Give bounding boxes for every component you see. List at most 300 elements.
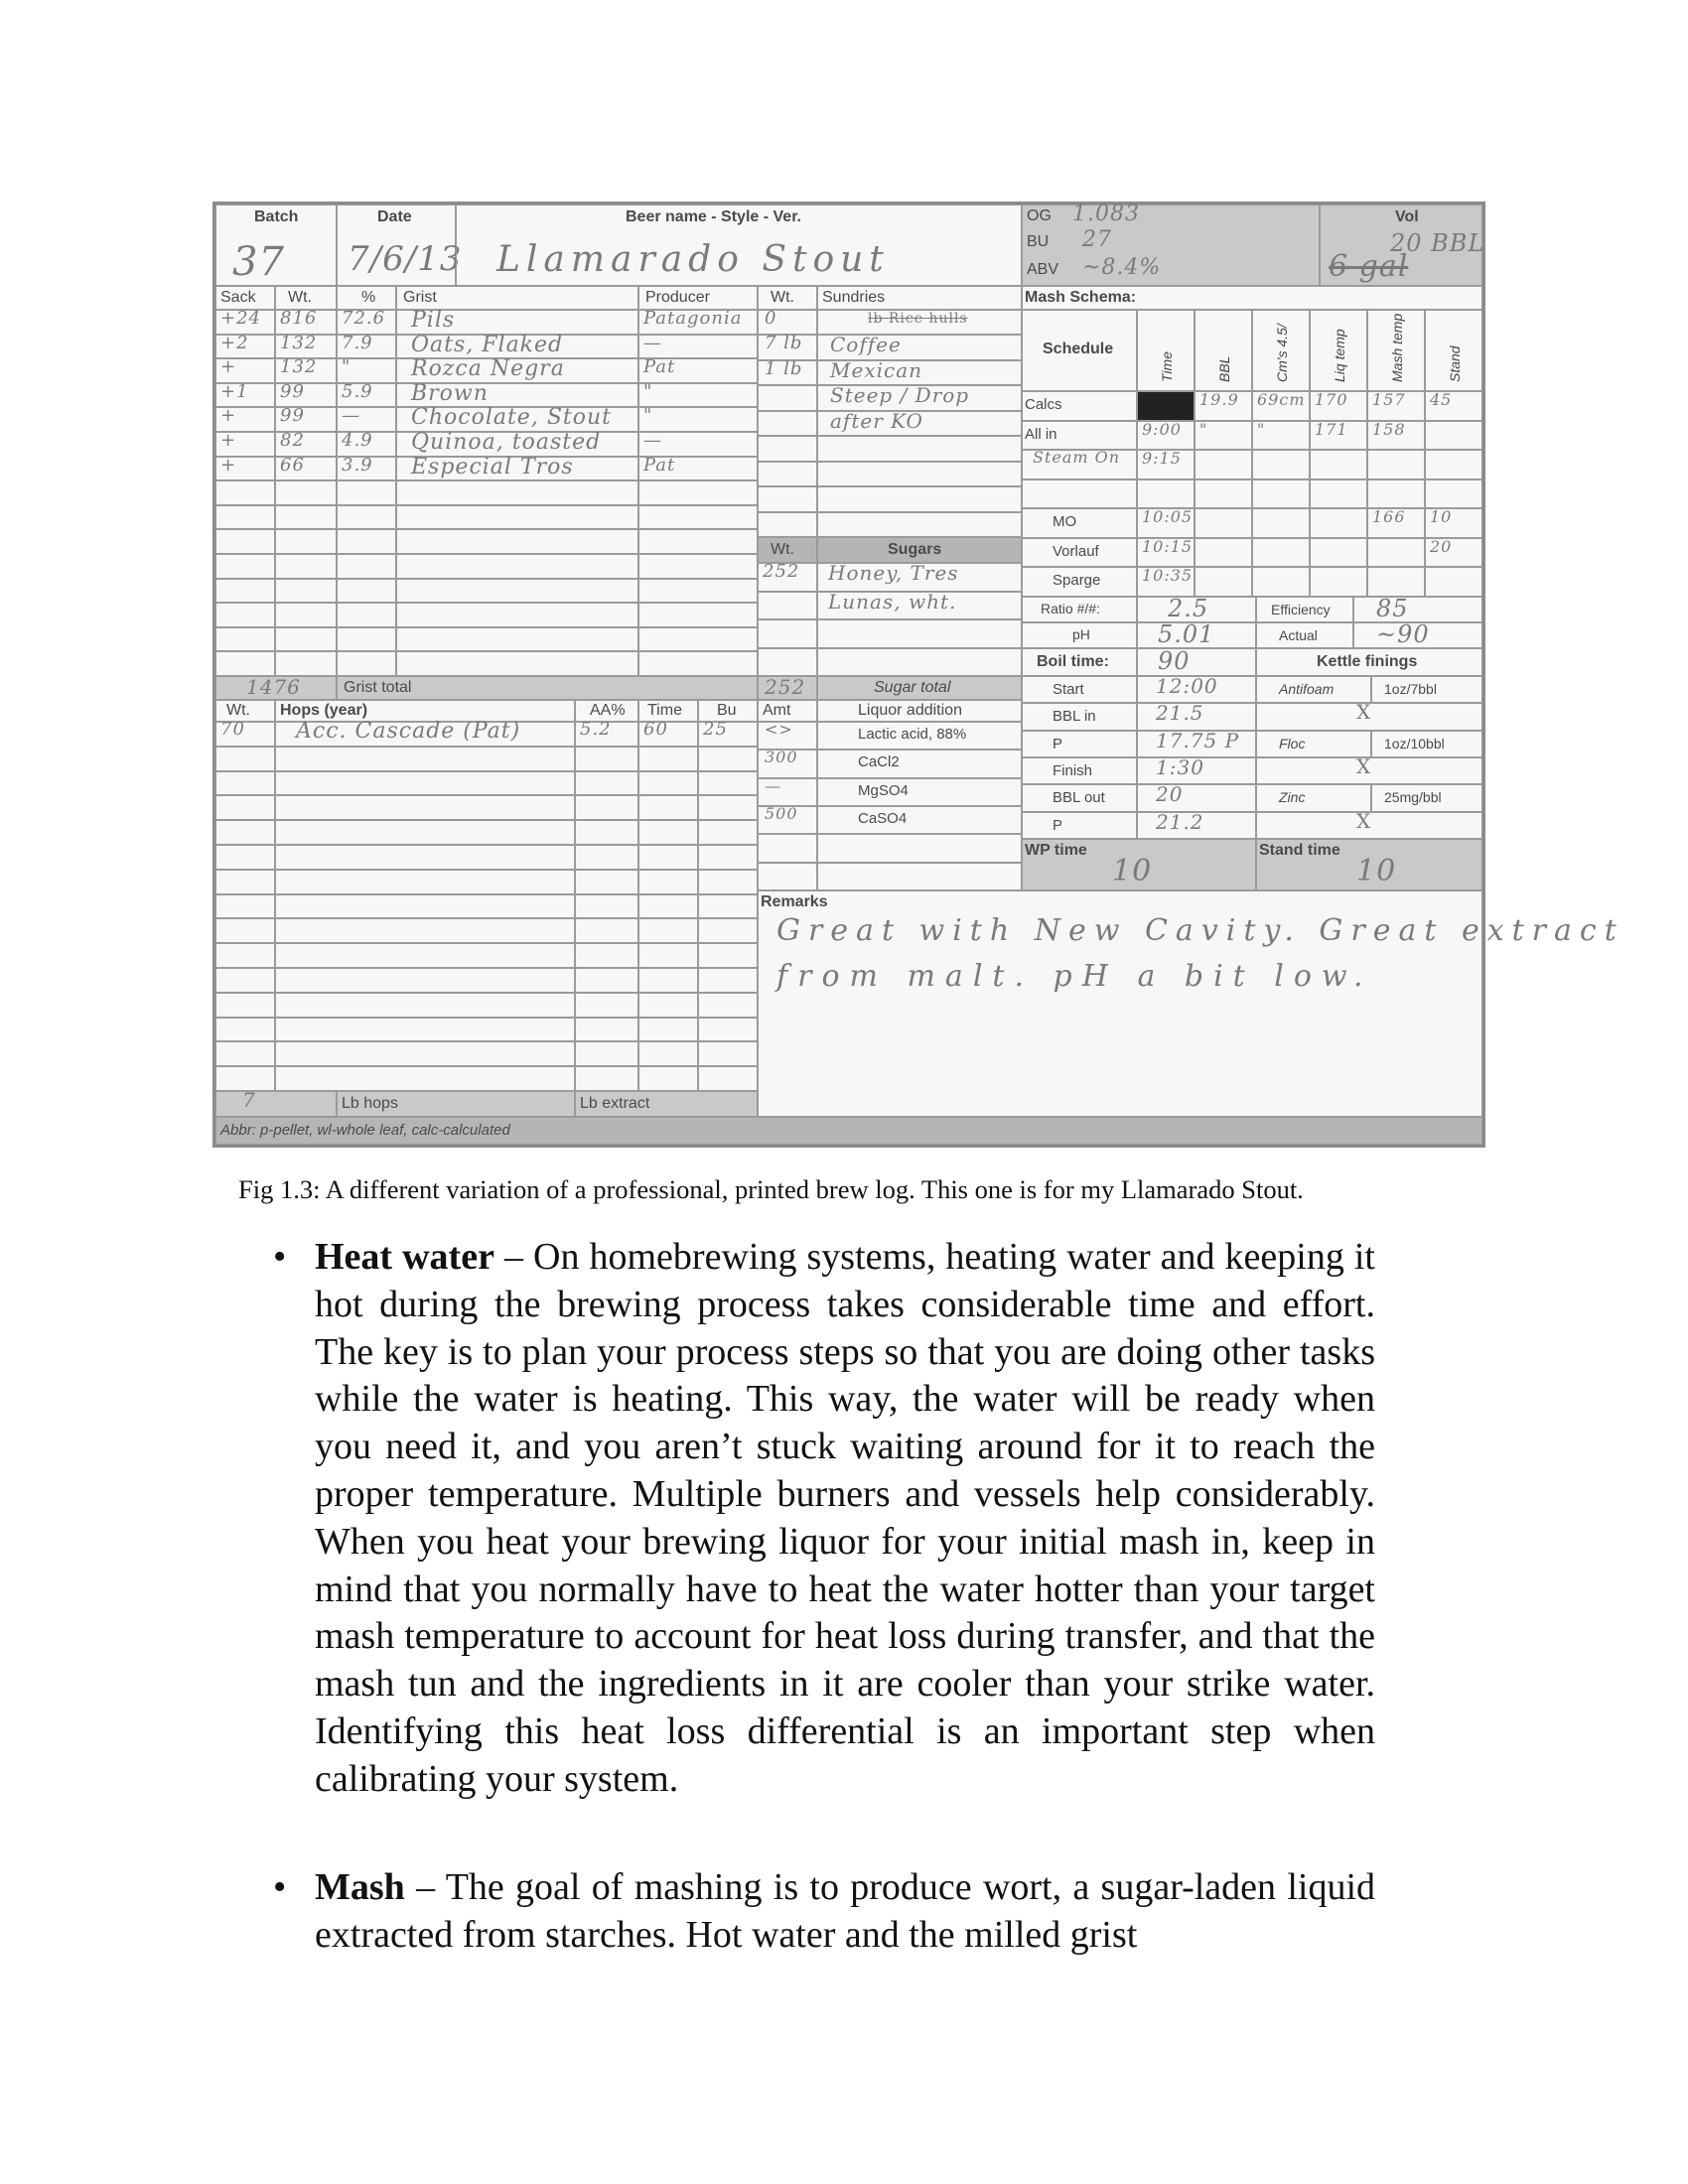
handwritten-value: 82 — [280, 430, 305, 451]
hops-cell — [575, 1041, 638, 1066]
handwritten-value: X — [1356, 808, 1372, 833]
hops-cell — [698, 993, 758, 1018]
handwritten-value: Pat — [643, 454, 676, 476]
boil-label-cell — [1022, 784, 1137, 811]
hops-cell — [638, 968, 698, 993]
hops-cell — [275, 1018, 575, 1042]
gravity-cell — [1022, 202, 1320, 286]
handwritten-value: — — [643, 430, 662, 451]
liquor-amt-cell — [758, 806, 817, 834]
grist-cell — [396, 627, 638, 652]
handwritten-value: Patagonia — [643, 308, 743, 329]
sundries-item-cell — [817, 512, 1022, 537]
liquor-amt-cell — [758, 775, 817, 806]
grist-cell — [275, 380, 337, 408]
hops-cell — [275, 894, 575, 919]
grist-cell — [638, 332, 758, 359]
grist-cell — [337, 603, 396, 627]
mash-value-cell — [1252, 508, 1310, 538]
grist-cell — [638, 358, 758, 383]
hops-cell — [638, 1066, 698, 1091]
hops-cell — [698, 845, 758, 870]
grist-cell — [638, 454, 758, 481]
handwritten-value: 25 — [703, 719, 728, 740]
hops-cell — [575, 820, 638, 845]
handwritten-value: 170 — [1315, 390, 1348, 409]
boil-label-cell — [1022, 757, 1137, 784]
batch-cell — [215, 205, 337, 286]
hops-cell — [275, 1041, 575, 1066]
handwritten-value: 70 — [220, 719, 245, 740]
handwritten-value: 132 — [280, 332, 318, 353]
printed-label: Finish — [1053, 762, 1093, 779]
hops-cell — [215, 894, 275, 919]
hops-cell — [638, 747, 698, 771]
beer-name-value: Llamarado Stout — [496, 239, 890, 280]
kettle-value-cell — [1371, 676, 1482, 703]
hops-cell — [638, 870, 698, 894]
hops-cell — [275, 771, 575, 796]
liquor-item-cell — [817, 722, 1022, 750]
handwritten-value: + — [220, 454, 237, 476]
mash-row-label-cell — [1022, 421, 1137, 451]
grist-cell — [638, 651, 758, 676]
liquor-amt-cell — [758, 834, 817, 862]
mash-value-cell — [1137, 567, 1195, 597]
hops-cell — [698, 795, 758, 820]
boil-value-cell — [1137, 809, 1256, 839]
grist-cell — [396, 380, 638, 408]
handwritten-value: " — [643, 405, 653, 427]
mash-row-label-cell — [1022, 538, 1137, 568]
handwritten-value: 99 — [280, 380, 305, 402]
liquor-amt-cell — [758, 722, 817, 750]
printed-label: MO — [1053, 513, 1077, 531]
mash-value-cell — [1252, 538, 1310, 568]
hops-col-time: Time — [638, 700, 698, 722]
mash-schedule-cell: Schedule — [1022, 310, 1137, 391]
hops-cell — [275, 918, 575, 943]
grist-cell — [396, 579, 638, 604]
vol-label: Vol — [1395, 208, 1419, 225]
ratio-value-cell: 2.5 — [1137, 597, 1256, 622]
grist-cell — [275, 554, 337, 579]
hops-cell — [215, 820, 275, 845]
hops-cell — [698, 771, 758, 796]
sugars-wt-cell — [758, 619, 817, 648]
handwritten-value: Lunas, wht. — [828, 589, 957, 614]
mash-col-label: Stand — [1447, 345, 1463, 382]
kettle-mark-cell — [1256, 808, 1482, 839]
boil-label-cell — [1022, 731, 1137, 757]
printed-label: 1oz/10bbl — [1384, 735, 1445, 751]
grist-cell — [337, 310, 396, 335]
hops-cell — [638, 1041, 698, 1066]
date-value: 7/6/13 — [348, 239, 463, 279]
sugar-total-label-cell: Sugar total — [817, 676, 1022, 700]
ph-label-cell: pH — [1022, 622, 1137, 648]
sundries-item-cell — [817, 357, 1022, 385]
hops-cell — [638, 1018, 698, 1042]
hops-cell — [215, 845, 275, 870]
liquor-col-label: Liquor addition — [817, 700, 1022, 722]
printed-label: Antifoam — [1279, 681, 1335, 697]
mash-value-cell — [1425, 538, 1482, 568]
sundries-item-cell — [817, 408, 1022, 436]
grist-cell — [215, 554, 275, 579]
printed-label: Zinc — [1279, 789, 1306, 806]
mash-value-cell — [1137, 479, 1195, 509]
mash-value-cell — [1195, 567, 1252, 597]
handwritten-value: 816 — [280, 308, 318, 329]
handwritten-value: 166 — [1372, 507, 1406, 527]
mash-value-cell — [1425, 391, 1482, 421]
handwritten-value: Pils — [411, 308, 456, 333]
hops-cell — [698, 747, 758, 771]
handwritten-value: " — [1199, 419, 1208, 439]
hops-cell — [275, 795, 575, 820]
printed-label: P — [1053, 735, 1063, 752]
grist-cell — [215, 529, 275, 554]
liquor-item-cell — [817, 750, 1022, 777]
grist-cell — [638, 432, 758, 457]
mash-value-cell — [1367, 538, 1425, 568]
mash-value-cell — [1425, 479, 1482, 509]
printed-label: All in — [1025, 425, 1057, 443]
vol-value: 20 BBL — [1390, 229, 1485, 257]
handwritten-value: 171 — [1315, 419, 1348, 439]
hops-cell — [575, 747, 638, 771]
handwritten-value: Chocolate, Stout — [411, 405, 612, 431]
boil-value-cell — [1137, 784, 1256, 811]
handwritten-value: " — [643, 380, 653, 402]
hops-cell — [215, 918, 275, 943]
handwritten-value: 9:15 — [1142, 449, 1182, 469]
sundries-wt-cell — [758, 335, 817, 359]
grist-cell — [275, 529, 337, 554]
hops-cell — [275, 747, 575, 771]
handwritten-value: 0 — [765, 308, 777, 329]
sugars-item-cell — [817, 619, 1022, 648]
grist-cell — [337, 505, 396, 530]
grist-cell — [275, 603, 337, 627]
handwritten-value: 157 — [1372, 390, 1406, 409]
mash-row-label-cell — [1022, 391, 1137, 421]
bullet-glyph: • — [273, 1236, 287, 1278]
handwritten-value: 21.2 — [1156, 809, 1204, 834]
mash-value-cell — [1310, 508, 1367, 538]
efficiency-label-cell: Efficiency — [1256, 597, 1353, 622]
sundries-item-cell — [817, 310, 1022, 335]
ratio-label-cell: Ratio #/#: — [1022, 597, 1137, 622]
printed-label: P — [1053, 816, 1063, 834]
lb-hops-value-cell: 7 — [215, 1091, 337, 1117]
mash-value-cell — [1367, 567, 1425, 597]
hops-cell — [638, 771, 698, 796]
handwritten-value: Pat — [643, 356, 676, 378]
hops-col-bu: Bu — [698, 700, 758, 722]
grist-cell — [396, 310, 638, 335]
grist-cell — [215, 480, 275, 505]
sugars-wt-cell — [758, 648, 817, 677]
handwritten-value: + — [220, 430, 237, 451]
wp-time-cell: WP time 10 — [1022, 839, 1256, 890]
grist-cell — [638, 554, 758, 579]
printed-label: Calcs — [1025, 396, 1062, 413]
printed-label: CaSO4 — [858, 810, 908, 827]
hops-cell — [575, 771, 638, 796]
handwritten-value: 5.2 — [580, 719, 612, 740]
grist-cell — [638, 529, 758, 554]
hops-cell — [698, 820, 758, 845]
handwritten-value: Brown — [411, 380, 489, 406]
grist-cell — [275, 358, 337, 383]
handwritten-value: 9:00 — [1142, 419, 1182, 439]
grist-cell — [275, 505, 337, 530]
mash-value-cell — [1367, 391, 1425, 421]
grist-cell — [638, 603, 758, 627]
kettle-value-cell — [1371, 731, 1482, 757]
hops-cell — [215, 968, 275, 993]
mash-value-cell — [1195, 538, 1252, 568]
sugars-wt-cell — [758, 592, 817, 620]
hops-cell — [698, 870, 758, 894]
grist-cell — [396, 454, 638, 481]
hops-cell — [698, 968, 758, 993]
grist-cell — [337, 407, 396, 432]
hops-cell — [575, 993, 638, 1018]
hops-cell — [215, 1041, 275, 1066]
handwritten-value: 1:30 — [1156, 755, 1204, 779]
mash-value-cell — [1252, 567, 1310, 597]
sundries-wt-cell — [758, 357, 817, 385]
grist-cell — [337, 454, 396, 481]
grist-cell — [396, 407, 638, 432]
remarks-line-2: from malt. pH a bit low. — [776, 959, 1373, 994]
handwritten-value: 252 — [763, 561, 800, 582]
grist-cell — [275, 651, 337, 676]
handwritten-value: " — [1257, 419, 1266, 439]
mash-value-cell — [1425, 567, 1482, 597]
sugars-item-cell — [817, 589, 1022, 620]
printed-label: MgSO4 — [858, 781, 909, 799]
sundries-item-cell — [817, 486, 1022, 511]
handwritten-value: 19.9 — [1199, 390, 1239, 409]
hops-cell — [275, 1066, 575, 1091]
grist-cell — [638, 627, 758, 652]
hops-cell — [275, 845, 575, 870]
hops-cell — [275, 968, 575, 993]
hops-col-wt: Wt. — [215, 700, 275, 722]
hops-cell — [215, 719, 275, 747]
bullet-glyph: • — [273, 1866, 287, 1908]
kettle-label-cell — [1256, 731, 1371, 757]
mash-row-label-cell — [1022, 450, 1137, 479]
hops-cell — [638, 918, 698, 943]
batch-label: Batch — [254, 208, 299, 225]
sundries-item-cell — [817, 335, 1022, 359]
og-label: OG — [1027, 207, 1052, 224]
handwritten-value: 300 — [765, 748, 798, 767]
grist-cell — [337, 358, 396, 383]
sugars-item-cell — [817, 563, 1022, 592]
printed-label: Sparge — [1053, 572, 1101, 590]
bullet-heat-water — [273, 1234, 1375, 1804]
handwritten-value: 132 — [280, 356, 318, 378]
printed-label: Floc — [1279, 735, 1306, 751]
grist-cell — [337, 529, 396, 554]
handwritten-value: + — [220, 405, 237, 427]
handwritten-value: <> — [765, 720, 793, 739]
grist-cell — [275, 407, 337, 432]
handwritten-value: 10:35 — [1142, 566, 1194, 586]
bullet-mash — [273, 1864, 1375, 1960]
stand-time-cell: Stand time 10 — [1256, 839, 1482, 890]
hops-cell — [215, 771, 275, 796]
hops-col-aa: AA% — [575, 700, 638, 722]
kettle-mark-cell — [1256, 754, 1482, 784]
og-value: 1.083 — [1072, 202, 1140, 226]
sundries-wt-cell — [758, 512, 817, 537]
grist-col-wt: Wt. — [275, 286, 337, 310]
handwritten-value: Quinoa, toasted — [411, 430, 602, 455]
grist-cell — [337, 380, 396, 408]
hops-cell — [638, 795, 698, 820]
sundries-col-wt: Wt. — [758, 286, 817, 310]
handwritten-value: 500 — [765, 804, 798, 823]
grist-cell — [396, 603, 638, 627]
handwritten-value: Coffee — [830, 333, 902, 357]
hops-cell — [275, 870, 575, 894]
hops-cell — [575, 894, 638, 919]
hops-cell — [575, 1018, 638, 1042]
hops-cell — [575, 719, 638, 747]
handwritten-value: after KO — [830, 408, 923, 433]
hops-cell — [575, 870, 638, 894]
handwritten-value: 72.6 — [342, 308, 386, 329]
grist-cell — [337, 579, 396, 604]
printed-label: 1oz/7bbl — [1384, 681, 1437, 697]
kettle-finings-title-cell: Kettle finings — [1256, 648, 1482, 676]
mash-col-header — [1137, 310, 1195, 391]
grist-cell — [215, 310, 275, 335]
mash-col-header — [1252, 310, 1310, 391]
printed-label: Vorlauf — [1053, 542, 1099, 560]
handwritten-value: 45 — [1430, 390, 1453, 409]
mash-value-cell — [1367, 421, 1425, 451]
hops-cell — [275, 943, 575, 968]
sundries-wt-cell — [758, 436, 817, 461]
mash-col-header — [1195, 310, 1252, 391]
printed-label: 25mg/bbl — [1384, 789, 1442, 806]
liquor-amt-cell — [758, 750, 817, 777]
grist-cell — [215, 454, 275, 481]
handwritten-value: Steep / Drop — [830, 383, 970, 408]
kettle-mark-cell — [1256, 700, 1482, 730]
mash-value-cell — [1137, 538, 1195, 568]
boil-value-cell — [1137, 728, 1256, 757]
grist-cell — [396, 432, 638, 457]
mash-value-cell — [1310, 450, 1367, 479]
mash-col-header — [1425, 310, 1482, 391]
grist-cell — [638, 579, 758, 604]
mash-value-cell — [1252, 450, 1310, 479]
sundries-item-cell — [817, 462, 1022, 486]
mash-col-label: Mash temp — [1389, 313, 1405, 382]
grist-cell — [215, 358, 275, 383]
bullet-body: – On homebrewing systems, heating water and keeping it hot during the brewing process takes considerable time and effort. The key is to plan your process steps so that you are doing other tasks while the water is heating. This way, the water will be ready when you need it, and you aren’t stuck waiting around for it to reach the proper temperature. Multiple burners and vessels help considerably. When you heat your brewing liquor for your initial mash in, keep in mind that you normally have to heat the water hotter than your target mash temperature to account for heat loss during transfer, and that the mash tun and the ingredients in it are cooler than your strike water. Identifying this heat loss differential is an important step when calibrating your system. — [315, 1236, 1375, 1800]
mash-value-cell — [1310, 538, 1367, 568]
sugar-total-value-cell: 252 — [758, 676, 817, 700]
mash-value-cell — [1195, 450, 1252, 479]
mash-value-cell — [1137, 508, 1195, 538]
grist-cell — [337, 480, 396, 505]
hops-cell — [638, 993, 698, 1018]
sundries-col-label: Sundries — [817, 286, 1022, 310]
handwritten-value: Rozca Negra — [411, 356, 565, 382]
sugars-wt-cell — [758, 563, 817, 592]
handwritten-value: 10:05 — [1142, 507, 1194, 527]
hops-cell — [575, 1066, 638, 1091]
grist-cell — [396, 480, 638, 505]
hops-cell — [275, 820, 575, 845]
grist-cell — [215, 380, 275, 408]
handwritten-value: X — [1356, 754, 1372, 778]
handwritten-value: 7.9 — [342, 332, 373, 353]
mash-value-cell — [1195, 479, 1252, 509]
hops-cell — [638, 845, 698, 870]
mash-value-cell — [1425, 421, 1482, 451]
mash-value-cell — [1310, 421, 1367, 451]
liquor-item-cell — [817, 806, 1022, 834]
sugars-col-wt: Wt. — [758, 537, 817, 563]
mash-row-label-cell — [1022, 567, 1137, 597]
vol-struck-value: 6 gal — [1329, 249, 1409, 284]
handwritten-value: 17.75 P — [1156, 728, 1240, 752]
hops-cell — [575, 795, 638, 820]
kettle-label-cell — [1256, 676, 1371, 703]
boil-value-cell — [1137, 757, 1256, 784]
grist-cell — [396, 529, 638, 554]
grist-cell — [215, 407, 275, 432]
handwritten-value: 4.9 — [342, 430, 373, 451]
hops-cell — [575, 845, 638, 870]
grist-cell — [638, 380, 758, 408]
efficiency-value-cell: 85 — [1353, 597, 1482, 622]
grist-total-value-cell: 1476 — [215, 676, 337, 700]
grist-cell — [396, 554, 638, 579]
handwritten-value: Especial Tros — [411, 454, 574, 479]
beer-name-cell — [456, 205, 1022, 286]
remarks-box — [758, 890, 1624, 1117]
grist-cell — [396, 505, 638, 530]
liquor-item-cell — [817, 778, 1022, 806]
abv-label: ABV — [1027, 261, 1059, 278]
mash-value-cell — [1137, 421, 1195, 451]
bullet-term: Heat water — [315, 1236, 494, 1278]
hops-cell — [698, 1041, 758, 1066]
grist-cell — [396, 651, 638, 676]
mash-value-cell — [1195, 508, 1252, 538]
sundries-item-cell — [817, 436, 1022, 461]
grist-cell — [275, 332, 337, 359]
grist-cell — [275, 432, 337, 457]
figure-caption: Fig 1.3: A different variation of a professional, printed brew log. This one is for my Llamarado Stout. — [238, 1174, 1304, 1204]
sundries-item-cell — [817, 385, 1022, 410]
grist-cell — [215, 579, 275, 604]
hops-cell — [638, 820, 698, 845]
handwritten-value: — — [342, 405, 360, 427]
